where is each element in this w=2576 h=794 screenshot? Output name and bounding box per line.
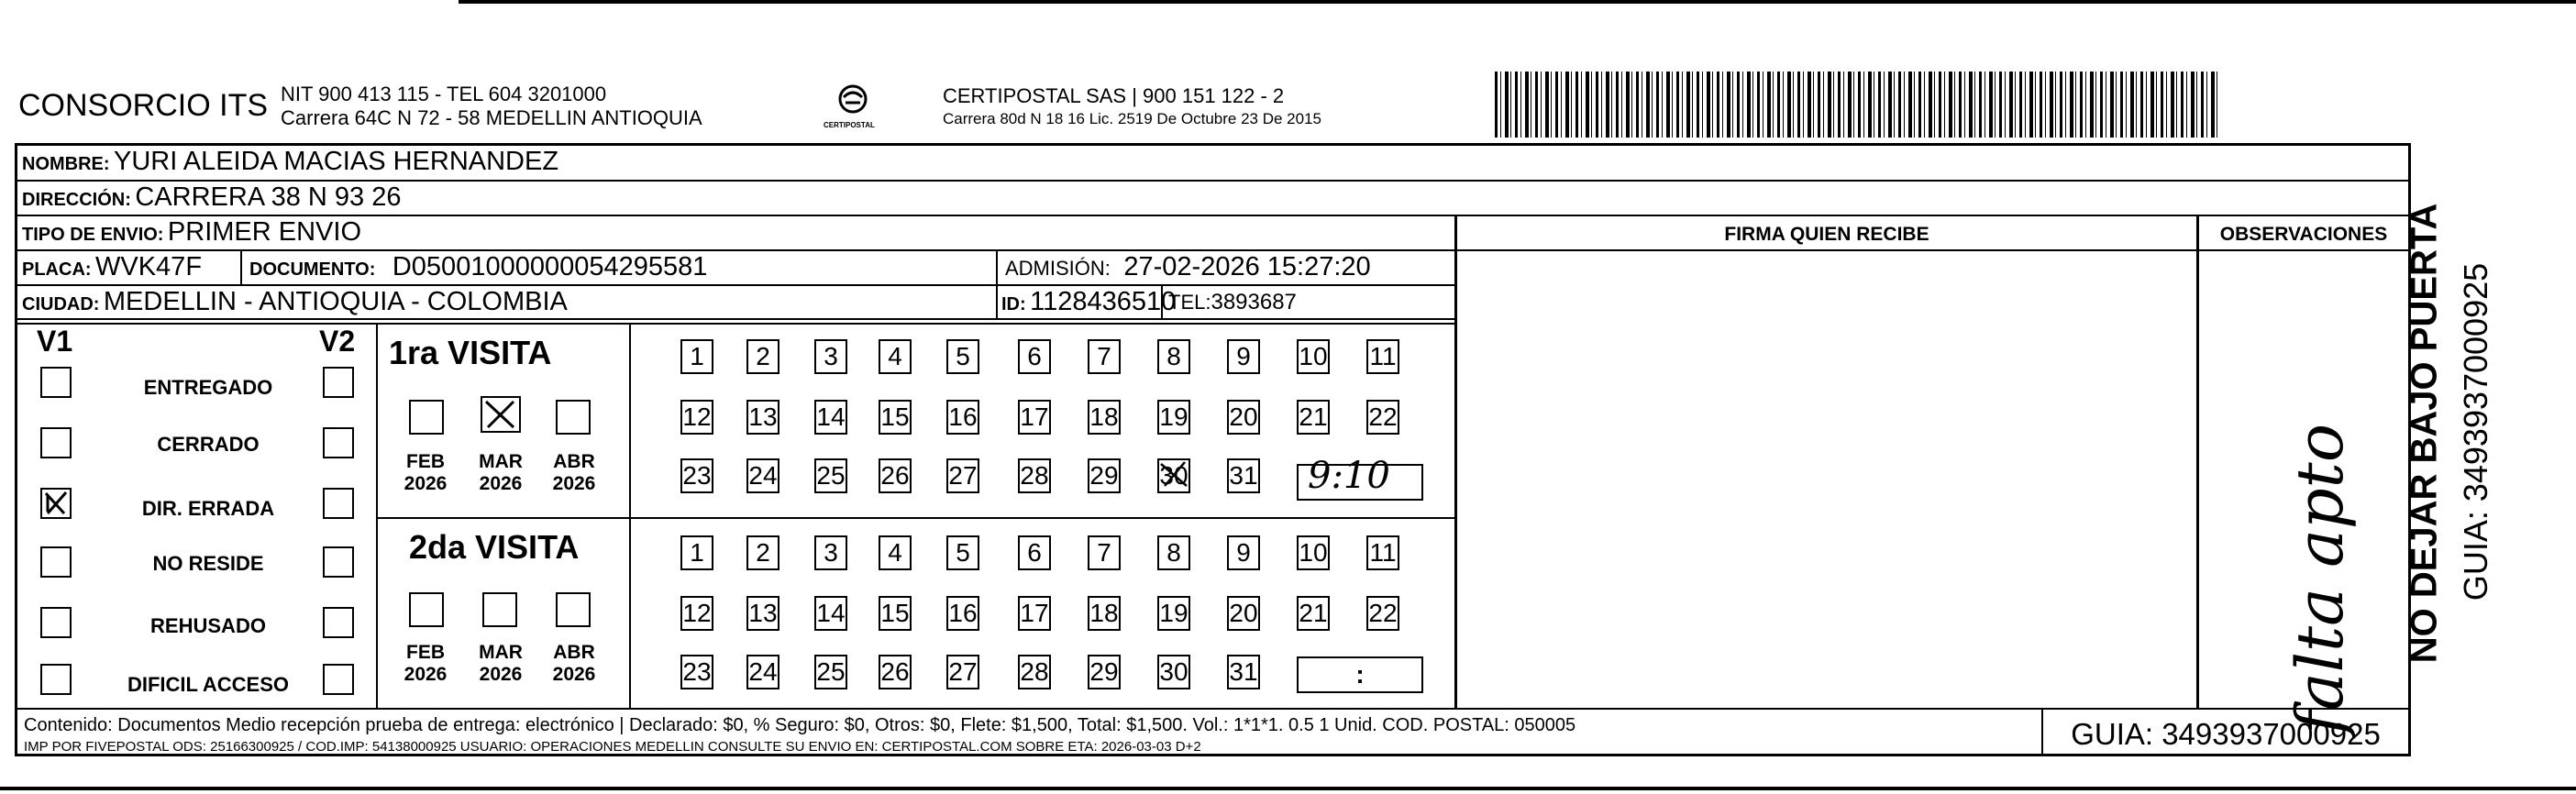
v2-checkbox-entregado[interactable]	[323, 367, 354, 398]
visit2-month-abr-checkbox[interactable]	[556, 592, 591, 627]
visit2-day-22[interactable]: 22	[1366, 596, 1399, 631]
v1-checkbox-dir-errada[interactable]	[40, 488, 72, 519]
visit2-day-15[interactable]: 15	[879, 596, 912, 631]
status-no-reside-label: NO RESIDE	[152, 552, 264, 575]
visit1-day-12[interactable]: 12	[680, 400, 713, 435]
visit1-day-28[interactable]: 28	[1018, 458, 1051, 493]
visit1-day-5[interactable]: 5	[946, 339, 979, 374]
placa-field	[22, 252, 202, 282]
placa-label: PLACA:	[22, 259, 92, 280]
v1-checkbox-cerrado[interactable]	[40, 427, 72, 458]
tipo-field	[22, 217, 361, 248]
visit1-day-14[interactable]: 14	[814, 400, 847, 435]
status-rehusado-label: REHUSADO	[150, 614, 266, 637]
visit1-day-16[interactable]: 16	[946, 400, 979, 435]
carrier-address: Carrera 80d N 18 16 Lic. 2519 De Octubre 23 De 2015	[943, 110, 1321, 127]
v1-checkbox-rehusado[interactable]	[40, 607, 72, 638]
id-label: ID:	[1001, 294, 1026, 314]
ciudad-value: MEDELLIN - ANTIOQUIA - COLOMBIA	[103, 287, 568, 316]
observaciones-handwritten-note: falta apto	[2283, 424, 2358, 734]
visit1-day-9[interactable]: 9	[1227, 339, 1260, 374]
visit1-month-feb-checkbox[interactable]	[409, 400, 444, 435]
visit1-day-4[interactable]: 4	[879, 339, 912, 374]
visit2-day-29[interactable]: 29	[1088, 655, 1121, 689]
top-edge-line	[459, 0, 2576, 4]
carrier-name: CERTIPOSTAL SAS | 900 151 122 - 2	[943, 84, 1285, 107]
barcode	[1495, 72, 2219, 138]
visit1-day-26[interactable]: 26	[879, 458, 912, 493]
visit1-month-mar-label: MAR 2026	[479, 451, 523, 494]
visit2-day-7[interactable]: 7	[1088, 535, 1121, 570]
visit2-day-12[interactable]: 12	[680, 596, 713, 631]
visit1-day-6[interactable]: 6	[1018, 339, 1051, 374]
visit1-day-2[interactable]: 2	[746, 339, 779, 374]
tel-field	[1168, 290, 1297, 315]
tel-value: 3893687	[1211, 290, 1297, 314]
side-no-dejar-bajo-puerta: NO DEJAR BAJO PUERTA	[2404, 203, 2445, 664]
visit2-day-11[interactable]: 11	[1366, 535, 1399, 570]
visit2-month-feb-label: FEB 2026	[404, 642, 448, 685]
visit2-day-24[interactable]: 24	[746, 655, 779, 689]
visit1-day-20[interactable]: 20	[1227, 400, 1260, 435]
footer-imp: IMP POR FIVEPOSTAL ODS: 25166300925 / COD.IMP: 54138000925 USUARIO: OPERACIONES MEDELLIN CONSULTE SU ENVIO EN: CERTIPOSTAL.COM SOBRE ETA: 2026-03-03 D+2	[24, 739, 1201, 755]
direccion-label: DIRECCIÓN:	[22, 190, 131, 210]
v1-checkbox-no-reside[interactable]	[40, 546, 72, 578]
visit1-day-18[interactable]: 18	[1088, 400, 1121, 435]
visit2-day-31[interactable]: 31	[1227, 655, 1260, 689]
visit1-day-25[interactable]: 25	[814, 458, 847, 493]
visit2-day-10[interactable]: 10	[1297, 535, 1330, 570]
tipo-value: PRIMER ENVIO	[167, 217, 362, 247]
visit2-month-mar-label: MAR 2026	[479, 642, 523, 685]
nombre-label: NOMBRE:	[22, 154, 110, 174]
nombre-value: YURI ALEIDA MACIAS HERNANDEZ	[114, 147, 559, 176]
visit2-day-19[interactable]: 19	[1157, 596, 1190, 631]
visit2-day-2[interactable]: 2	[746, 535, 779, 570]
side-guia: GUIA: 3493937000925	[2457, 262, 2494, 601]
v1-header: V1	[37, 325, 73, 358]
visit1-time-handwritten: 9:10	[1308, 455, 1390, 497]
id-value: 1128436510	[1030, 287, 1177, 316]
documento-field	[249, 252, 707, 282]
visit1-day-24[interactable]: 24	[746, 458, 779, 493]
v2-checkbox-no-reside[interactable]	[323, 546, 354, 578]
company-address: Carrera 64C N 72 - 58 MEDELLIN ANTIOQUIA	[281, 106, 702, 129]
visit1-day-11[interactable]: 11	[1366, 339, 1399, 374]
footer-guia: GUIA: 3493937000925	[2071, 717, 2381, 751]
visit2-day-25[interactable]: 25	[814, 655, 847, 689]
id-field	[1001, 287, 1176, 317]
visit1-day-30[interactable]: 30	[1157, 458, 1190, 493]
visit1-day-27[interactable]: 27	[946, 458, 979, 493]
v1-checkbox-dificil-acceso[interactable]	[40, 664, 72, 695]
visit2-day-14[interactable]: 14	[814, 596, 847, 631]
visit1-day-21[interactable]: 21	[1297, 400, 1330, 435]
visit1-month-abr-checkbox[interactable]	[556, 400, 591, 435]
visit1-month-abr-label: ABR 2026	[552, 451, 596, 494]
v1-checkbox-entregado[interactable]	[40, 367, 72, 398]
visit2-day-16[interactable]: 16	[946, 596, 979, 631]
ciudad-field	[22, 287, 568, 317]
check-x-mark-icon	[1157, 458, 1190, 491]
visit2-month-feb-checkbox[interactable]	[409, 592, 444, 627]
visit2-day-6[interactable]: 6	[1018, 535, 1051, 570]
visit1-month-feb-label: FEB 2026	[404, 451, 448, 494]
v2-checkbox-cerrado[interactable]	[323, 427, 354, 458]
direccion-field	[22, 182, 402, 213]
v2-checkbox-dificil-acceso[interactable]	[323, 664, 354, 695]
visit2-day-27[interactable]: 27	[946, 655, 979, 689]
visit2-day-1[interactable]: 1	[680, 535, 713, 570]
ciudad-label: CIUDAD:	[22, 294, 100, 314]
visit2-day-20[interactable]: 20	[1227, 596, 1260, 631]
visit2-day-5[interactable]: 5	[946, 535, 979, 570]
status-entregado-label: ENTREGADO	[143, 376, 273, 399]
visit1-month-mar-checkbox[interactable]	[481, 396, 521, 433]
visit2-day-3[interactable]: 3	[814, 535, 847, 570]
tel-label: TEL:	[1168, 291, 1211, 314]
visit1-day-8[interactable]: 8	[1157, 339, 1190, 374]
visit1-day-22[interactable]: 22	[1366, 400, 1399, 435]
status-dir-errada-label: DIR. ERRADA	[141, 497, 275, 520]
company-nit: NIT 900 413 115 - TEL 604 3201000	[281, 83, 607, 105]
placa-value: WVK47F	[95, 252, 203, 281]
company-name: CONSORCIO ITS	[18, 88, 269, 123]
tipo-label: TIPO DE ENVIO:	[22, 225, 164, 245]
visit1-day-3[interactable]: 3	[814, 339, 847, 374]
visit1-day-15[interactable]: 15	[879, 400, 912, 435]
visit2-day-28[interactable]: 28	[1018, 655, 1051, 689]
visit1-day-31[interactable]: 31	[1227, 458, 1260, 493]
v2-header: V2	[319, 325, 356, 358]
visit2-month-mar-checkbox[interactable]	[482, 592, 517, 627]
visit2-title: 2da VISITA	[409, 528, 580, 566]
direccion-value: CARRERA 38 N 93 26	[135, 182, 402, 212]
visit2-day-21[interactable]: 21	[1297, 596, 1330, 631]
nombre-field	[22, 147, 558, 177]
visit1-day-23[interactable]: 23	[680, 458, 713, 493]
visit2-day-17[interactable]: 17	[1018, 596, 1051, 631]
admision-value: 27-02-2026 15:27:20	[1123, 252, 1371, 281]
v2-checkbox-dir-errada[interactable]	[323, 488, 354, 519]
check-x-mark-icon	[482, 398, 519, 431]
visit1-day-1[interactable]: 1	[680, 339, 713, 374]
visit2-day-4[interactable]: 4	[879, 535, 912, 570]
status-dificil-acceso-label: DIFICIL ACCESO	[127, 673, 289, 696]
documento-label: DOCUMENTO:	[249, 259, 376, 280]
visit2-day-9[interactable]: 9	[1227, 535, 1260, 570]
bottom-edge-line	[0, 787, 2576, 790]
visit1-day-13[interactable]: 13	[746, 400, 779, 435]
observaciones-header: OBSERVACIONES	[2219, 224, 2388, 245]
documento-value: D05001000000054295581	[392, 252, 708, 281]
visit2-day-26[interactable]: 26	[879, 655, 912, 689]
visit1-day-10[interactable]: 10	[1297, 339, 1330, 374]
visit1-day-17[interactable]: 17	[1018, 400, 1051, 435]
visit2-day-8[interactable]: 8	[1157, 535, 1190, 570]
visit1-title: 1ra VISITA	[389, 334, 552, 371]
visit1-day-29[interactable]: 29	[1088, 458, 1121, 493]
visit2-time-box[interactable]	[1297, 656, 1423, 693]
visit1-day-7[interactable]: 7	[1088, 339, 1121, 374]
visit2-day-13[interactable]: 13	[746, 596, 779, 631]
visit2-day-18[interactable]: 18	[1088, 596, 1121, 631]
visit1-day-19[interactable]: 19	[1157, 400, 1190, 435]
visit2-month-abr-label: ABR 2026	[552, 642, 596, 685]
visit2-day-30[interactable]: 30	[1157, 655, 1190, 689]
visit2-time-value: :	[1355, 660, 1365, 689]
check-x-mark-icon	[42, 490, 70, 517]
status-cerrado-label: CERRADO	[157, 433, 260, 456]
firma-header: FIRMA QUIEN RECIBE	[1724, 224, 1929, 245]
admision-field	[1005, 252, 1371, 282]
visit2-day-23[interactable]: 23	[680, 655, 713, 689]
admision-label: ADMISIÓN:	[1005, 257, 1111, 280]
v2-checkbox-rehusado[interactable]	[323, 607, 354, 638]
footer-contenido: Contenido: Documentos Medio recepción prueba de entrega: electrónico | Declarado: $0, % Seguro: $0, Otros: $0, Flete: $1,500, Total: $1,500. Vol.: 1*1*1. 0.5 1 Unid. COD. POSTAL: 050005	[24, 715, 1576, 735]
logo-caption: CERTIPOSTAL	[824, 121, 875, 129]
